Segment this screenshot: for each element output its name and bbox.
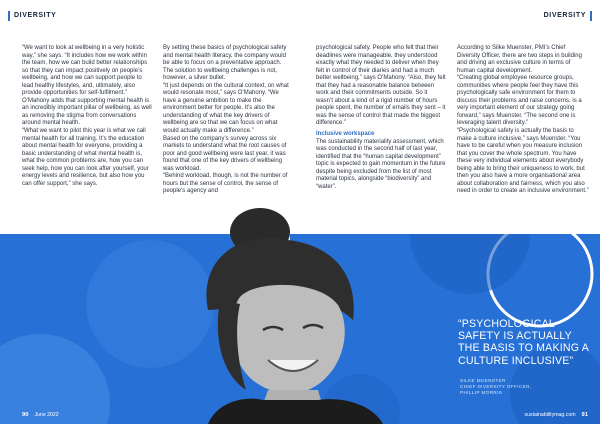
decor-circle xyxy=(410,234,530,294)
attribution-role: CHIEF DIVERSITY OFFICER, xyxy=(460,384,532,389)
page-number-left: 90 xyxy=(22,412,29,418)
paragraph: psychological safety. People who felt that their deadlines were manageable, they understood exactly what they needed to deliver when they felt in control of their diaries and had a much better wellbeing,” says O’Mahony. “Also, they felt that they had a reasonable balance between work and their commitments outside. So it wasn’t about a kind of a rigid number of hours people spent, the number of emails they sent – it was the sense of control that made the biggest difference.” xyxy=(316,45,446,127)
section-header-right: DIVERSITY xyxy=(543,12,586,19)
footer-left xyxy=(22,412,59,418)
site-url: sustainabilitymag.com xyxy=(524,412,576,418)
text-column-4 xyxy=(457,45,589,196)
top-clothing xyxy=(208,399,383,424)
paragraph: “Creating global employee resource groups, communities where people feel they have this psychologically safe environment for them to discuss their problems and raise concerns, is a very important element of our strategy going forward,” says Muenster. “The second one is leveraging talent diversity.” xyxy=(457,75,582,127)
text-column-3 xyxy=(316,45,446,191)
paragraph: According to Silke Muenster, PMI’s Chief Diversity Officer, there are two steps in building and driving an exclusive culture in terms of human capital development. xyxy=(457,45,582,74)
footer-right xyxy=(525,412,589,418)
header-accent-bar-right xyxy=(590,11,592,21)
issue-date: June 2022 xyxy=(34,412,59,418)
page-number-right: 91 xyxy=(581,412,588,418)
face xyxy=(232,285,345,393)
paragraph: “Psychological safety is actually the basis to make a culture inclusive,” says Muenster. “You have to be careful when you measure inclusion that you cover the whole spectrum. You have these very individual elements about everybody being able to bring their uniqueness to work, but then you also have a more organisational area about collaboration and fairness, which you also need in order to create an inclusive environment.” xyxy=(457,128,589,195)
decor-circle xyxy=(0,334,110,424)
section-header-left: DIVERSITY xyxy=(14,12,57,19)
paragraph: “Behind workload, though, is not the number of hours but the sense of control, the sense of people’s agency and xyxy=(163,173,288,195)
header-accent-bar-left xyxy=(8,11,10,21)
text-column-1 xyxy=(22,45,152,188)
paragraph: “It just depends on the cultural context, on what would resonate most,” says O’Mahony. “We have a genuine ambition to make the environment better for people. It’s also the understanding of what the key drivers of wellbeing are so that we can focus on what would actually make a difference.” xyxy=(163,82,289,135)
paragraph: O’Mahony adds that supporting mental health is an incredibly important pillar of wellbeing, as well as removing the stigma from conversations around mental health. xyxy=(22,97,152,127)
attribution-company: PHILLIP MORRIS xyxy=(460,390,503,395)
paragraph: “We want to look at wellbeing in a very holistic way,” she says. “It includes how we work within the team, how we can build better relationships so that they can impact positively on people’s wellbeing, and how we can support people to lead healthy lifestyles, and, ultimately, also provide opportunities for self-fulfilment.” xyxy=(22,45,148,97)
paragraph: By setting these basics of psychological safety and mental health literacy, the company would be able to focus on a preventative approach. The solution to wellbeing challenges is not, however, a silver bullet. xyxy=(163,45,287,82)
paragraph: The sustainability materiality assessment, which was conducted in the second half of last year, identified that the “human capital development” topic is expected to gain momentum in the future despite being excluded from the list of most material topics, alongside “biodiversity” and “water”. xyxy=(316,138,446,190)
quote-attribution xyxy=(460,378,590,396)
paragraph: “What we want to pilot this year is what we call mental health for all training. It’s the education about mental health for everyone, providing a basic understanding of what mental health is, what the common problems are, how you can seek help, how you can look after yourself, your energy levels and resilience, but also how you can offer support,” she says. xyxy=(22,128,149,187)
paragraph: Based on the company’s survey across six markets to understand what the root causes of poor and good wellbeing were last year, it was found that one of the key drivers of wellbeing was workload. xyxy=(163,135,287,172)
subheading: Inclusive workspace xyxy=(316,131,375,138)
attribution-name: SILKE MUENSTER xyxy=(460,378,506,383)
portrait-photo xyxy=(168,200,428,424)
text-column-2 xyxy=(163,45,293,196)
pull-quote: “PSYCHOLOGICAL SAFETY IS ACTUALLY THE BASIS TO MAKING A CULTURE INCLUSIVE” xyxy=(458,318,589,367)
